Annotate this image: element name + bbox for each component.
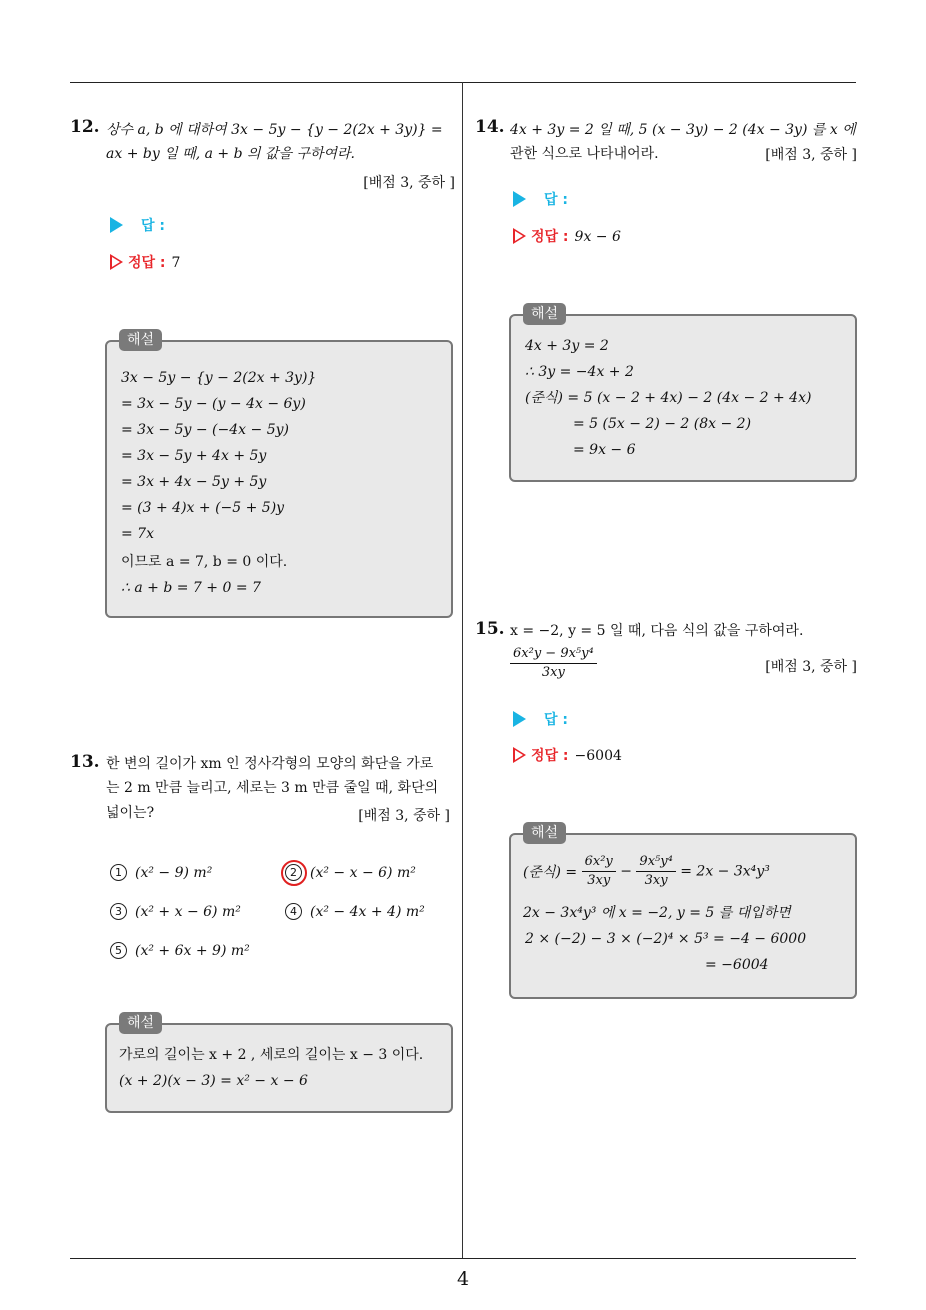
choice-4[interactable] bbox=[285, 903, 425, 920]
correct-value: 7 bbox=[171, 255, 181, 271]
choice-number-icon: 1 bbox=[110, 864, 127, 881]
question-15-explanation-tab: 해설 bbox=[523, 822, 566, 844]
correct-arrow-icon bbox=[110, 254, 123, 270]
question-14-number: 14. bbox=[475, 117, 505, 137]
fraction-denominator: 3xy bbox=[587, 873, 611, 888]
explanation-line: 이므로 a = 7, b = 0 이다. bbox=[121, 554, 288, 570]
choice-number-icon: 4 bbox=[285, 903, 302, 920]
choice-number-icon: 5 bbox=[110, 942, 127, 959]
explanation-line: 2x − 3x⁴y³ 에 x = −2, y = 5 를 대입하면 bbox=[523, 905, 791, 921]
question-13-line-2: 는 2 m 만큼 늘리고, 세로는 3 m 만큼 줄일 때, 화단의 bbox=[106, 780, 439, 796]
question-13-explanation-box bbox=[105, 1023, 453, 1113]
choice-3[interactable] bbox=[110, 903, 241, 920]
question-14-explanation-tab: 해설 bbox=[523, 303, 566, 325]
question-15-correct-row bbox=[513, 746, 622, 766]
choice-text: (x² + x − 6) m² bbox=[135, 904, 241, 920]
explanation-line: 3x − 5y − {y − 2(2x + 3y)} bbox=[121, 370, 317, 386]
question-12-explanation-tab: 해설 bbox=[119, 329, 162, 351]
question-15-answer-row bbox=[513, 710, 568, 730]
column-divider bbox=[462, 82, 463, 1258]
question-15-line: x = −2, y = 5 일 때, 다음 식의 값을 구하여라. bbox=[510, 623, 804, 639]
explanation-line: 4x + 3y = 2 bbox=[525, 338, 609, 354]
question-13-explanation-tab: 해설 bbox=[119, 1012, 162, 1034]
question-15-number: 15. bbox=[475, 619, 505, 639]
explanation-line: = 7x bbox=[121, 526, 154, 542]
question-13-score: [배점 3, 중하 ] bbox=[358, 808, 450, 824]
correct-arrow-icon bbox=[513, 228, 526, 244]
explanation-prefix: (준식) = bbox=[523, 864, 578, 881]
question-13-number: 13. bbox=[70, 752, 100, 772]
explanation-line: (준식) = 5 (x − 2 + 4x) − 2 (4x − 2 + 4x) bbox=[525, 390, 812, 406]
explanation-line: ∴ 3y = −4x + 2 bbox=[525, 364, 634, 380]
correct-label: 정답 : bbox=[531, 748, 569, 764]
choice-number-icon: 3 bbox=[110, 903, 127, 920]
question-14-answer-row bbox=[513, 190, 568, 210]
answer-arrow-icon bbox=[110, 217, 123, 233]
question-14-line-1: 4x + 3y = 2 일 때, 5 (x − 3y) − 2 (4x − 3y) 를 x 에 bbox=[510, 122, 856, 138]
fraction-numerator: 6x²y bbox=[582, 853, 616, 872]
correct-value: 9x − 6 bbox=[574, 229, 621, 245]
explanation-line: = 3x + 4x − 5y + 5y bbox=[121, 474, 267, 490]
explanation-line: (x + 2)(x − 3) = x² − x − 6 bbox=[119, 1073, 308, 1089]
explanation-line: = −6004 bbox=[705, 957, 769, 973]
question-14-explanation-box bbox=[509, 314, 857, 482]
choice-text: (x² − x − 6) m² bbox=[310, 865, 416, 881]
choice-text: (x² + 6x + 9) m² bbox=[135, 943, 250, 959]
correct-label: 정답 : bbox=[531, 229, 569, 245]
correct-arrow-icon bbox=[513, 747, 526, 763]
question-14-correct-row bbox=[513, 227, 621, 247]
question-13-line-1: 한 변의 길이가 xm 인 정사각형의 모양의 화단을 가로 bbox=[106, 756, 434, 772]
answer-arrow-icon bbox=[513, 191, 526, 207]
explanation-suffix: = 2x − 3x⁴y³ bbox=[680, 863, 770, 880]
explanation-line: = 5 (5x − 2) − 2 (8x − 2) bbox=[573, 416, 752, 432]
top-rule bbox=[70, 82, 856, 83]
answer-label: 답 : bbox=[544, 712, 568, 728]
question-12-number: 12. bbox=[70, 117, 100, 137]
question-14-line-2: 관한 식으로 나타내어라. bbox=[510, 146, 659, 162]
question-12-explanation-box bbox=[105, 340, 453, 618]
choice-text: (x² − 4x + 4) m² bbox=[310, 904, 425, 920]
fraction-numerator: 6x²y − 9x⁵y⁴ bbox=[510, 645, 597, 664]
explanation-line: ∴ a + b = 7 + 0 = 7 bbox=[121, 580, 261, 596]
explanation-line: 가로의 길이는 x + 2 , 세로의 길이는 x − 3 이다. bbox=[119, 1047, 424, 1063]
choice-5[interactable] bbox=[110, 942, 250, 959]
choice-text: (x² − 9) m² bbox=[135, 865, 213, 881]
answer-arrow-icon bbox=[513, 711, 526, 727]
fraction-numerator: 9x⁵y⁴ bbox=[636, 853, 675, 872]
question-15-score: [배점 3, 중하 ] bbox=[765, 659, 857, 675]
fraction-denominator: 3xy bbox=[644, 873, 668, 888]
explanation-line: 2 × (−2) − 3 × (−2)⁴ × 5³ = −4 − 6000 bbox=[525, 931, 807, 947]
selected-circle-mark bbox=[281, 860, 307, 886]
explanation-line: = 3x − 5y + 4x + 5y bbox=[121, 448, 267, 464]
explanation-line: = 3x − 5y − (−4x − 5y) bbox=[121, 422, 289, 438]
choice-number-icon: 2 bbox=[285, 864, 302, 881]
explanation-first-line bbox=[523, 853, 770, 890]
question-12-line-2: ax + by 일 때, a + b 의 값을 구하여라. bbox=[106, 146, 356, 162]
page-number: 4 bbox=[456, 1268, 470, 1290]
question-12-score: [배점 3, 중하 ] bbox=[363, 175, 455, 191]
question-12-correct-row bbox=[110, 253, 180, 273]
choice-2[interactable] bbox=[285, 864, 416, 881]
question-12-line-1: 상수 a, b 에 대하여 3x − 5y − {y − 2(2x + 3y)} = bbox=[106, 122, 443, 138]
question-14-score: [배점 3, 중하 ] bbox=[765, 147, 857, 163]
explanation-line: = (3 + 4)x + (−5 + 5)y bbox=[121, 500, 285, 516]
explanation-line: = 9x − 6 bbox=[573, 442, 636, 458]
question-13-line-3: 넓이는? bbox=[106, 805, 155, 821]
bottom-rule bbox=[70, 1258, 856, 1259]
answer-label: 답 : bbox=[141, 218, 165, 234]
correct-value: −6004 bbox=[574, 748, 622, 764]
choice-1[interactable] bbox=[110, 864, 212, 881]
question-15-expression bbox=[510, 645, 597, 682]
fraction-denominator: 3xy bbox=[541, 665, 565, 680]
answer-label: 답 : bbox=[544, 192, 568, 208]
minus-sign: − bbox=[620, 863, 632, 880]
explanation-line: = 3x − 5y − (y − 4x − 6y) bbox=[121, 396, 306, 412]
correct-label: 정답 : bbox=[128, 255, 166, 271]
question-15-explanation-box bbox=[509, 833, 857, 999]
question-12-answer-row bbox=[110, 216, 165, 236]
